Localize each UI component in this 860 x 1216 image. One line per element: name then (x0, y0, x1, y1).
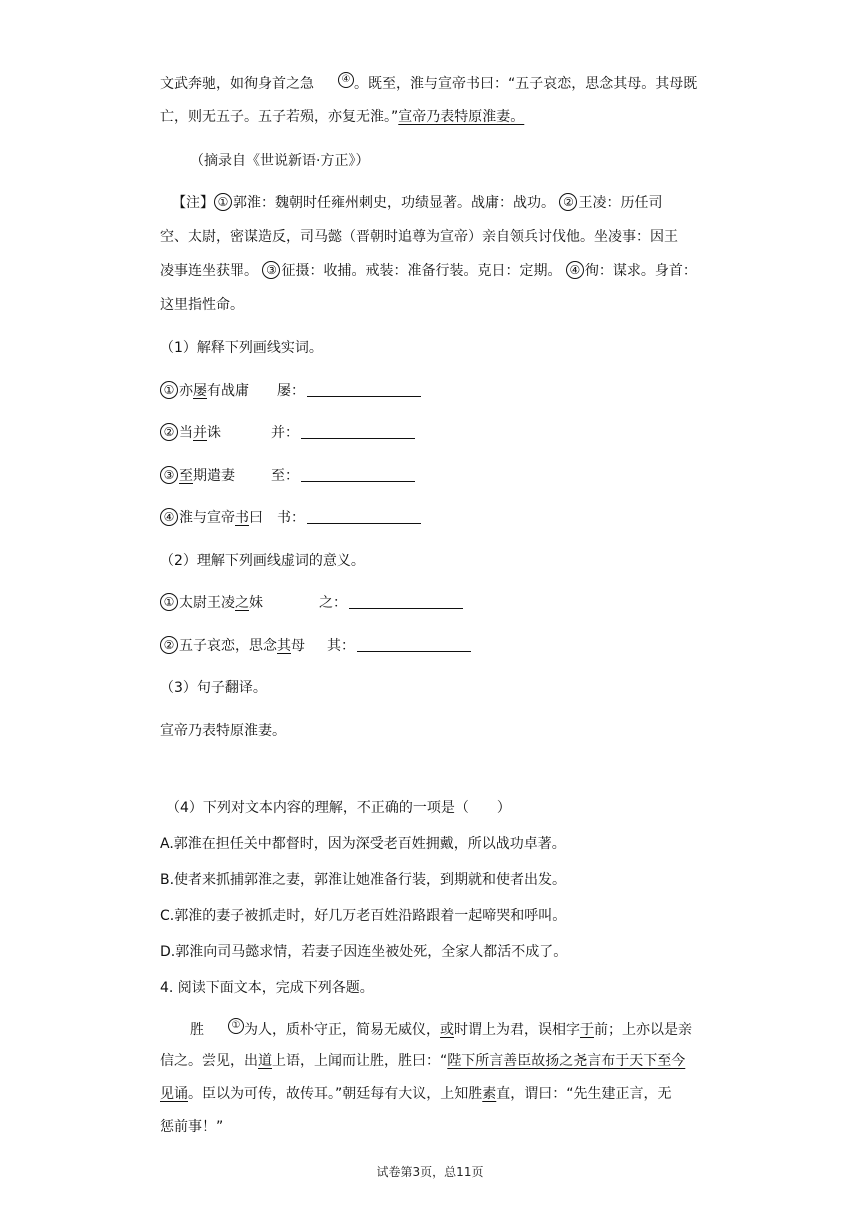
q1-title: （1）解释下列画线实词。 (160, 340, 323, 356)
page-footer: 试卷第3页，总11页 (376, 1165, 484, 1179)
section-4-title: 4. 阅读下面文本，完成下列各题。 (160, 980, 374, 996)
note-text: 郭淮：魏朝时任雍州刺史，功绩显著。战庸：战功。 (233, 195, 555, 211)
passage-line-1 (160, 72, 697, 93)
underlined-word: 其 (277, 638, 291, 654)
notes-line-2: 空、太尉，密谋造反，司马懿（晋朝时追尊为宣帝）亲自领兵讨伐他。坐凌事：因王 (160, 229, 678, 245)
section4-line-4: 惩前事！” (160, 1119, 224, 1135)
notes-line-4: 这里指性命。 (160, 297, 244, 313)
item-text: 五子哀恋，思念 (179, 638, 277, 654)
answer-key: 之： (319, 595, 347, 611)
q4-option-a[interactable]: A.郭淮在担任关中都督时，因为深受老百姓拥戴，所以战功卓著。 (160, 836, 566, 852)
answer-key: 至： (271, 468, 299, 484)
q1-item-1 (160, 380, 421, 400)
notes-label: 【注】 (172, 195, 214, 211)
q4-option-d[interactable]: D.郭淮向司马懿求情，若妻子因连坐被处死，全家人都活不成了。 (160, 944, 568, 960)
passage-text: 为人，质朴守正，简易无威仪， (244, 1022, 440, 1038)
q3-sentence: 宣帝乃表特原淮妻。 (160, 723, 286, 739)
note-text: 王凌：历任司 (578, 195, 663, 211)
item-text: 淮与宣帝 (179, 510, 235, 526)
item-text: 母 (291, 638, 305, 654)
q2-item-1 (160, 592, 463, 612)
answer-blank[interactable] (349, 594, 463, 609)
q4-option-b[interactable]: B.使者来抓捕郭淮之妻，郭淮让她准备行装，到期就和使者出发。 (160, 872, 567, 888)
note-marker: ③ (262, 261, 280, 279)
note-marker: ② (559, 193, 577, 211)
item-text: 诛 (207, 425, 221, 441)
item-marker: ④ (160, 508, 178, 526)
underlined-word: 屡 (193, 383, 207, 399)
underlined-word: 道 (258, 1053, 272, 1069)
passage-text: 胜 (190, 1022, 204, 1038)
answer-blank[interactable] (301, 424, 415, 439)
notes-line-1 (172, 192, 662, 212)
q2-title: （2）理解下列画线虚词的意义。 (160, 553, 365, 569)
item-text: 曰 (249, 510, 263, 526)
underlined-word: 之 (235, 595, 249, 611)
answer-key: 屡： (277, 383, 305, 399)
passage-text: 文武奔驰，如徇身首之急 (160, 76, 314, 92)
underlined-sentence: 宣帝乃表特原淮妻。 (398, 109, 525, 125)
note-marker: ① (214, 193, 232, 211)
underlined-sentence: 陛下所言善臣故扬之尧言布于天下至今 (447, 1053, 686, 1069)
footnote-marker: ① (228, 1018, 244, 1034)
underlined-word: 书 (235, 510, 249, 526)
passage-text: 亡，则无五子。五子若殒，亦复无淮。” (160, 109, 399, 125)
underlined-sentence: 见诵 (160, 1086, 188, 1102)
underlined-word: 于 (580, 1022, 594, 1038)
passage-text: 时谓上为君，误相字 (454, 1022, 580, 1038)
answer-blank[interactable] (301, 467, 415, 482)
item-marker: ② (160, 423, 178, 441)
passage-text: 直，谓曰：“先生建正言，无 (496, 1086, 672, 1102)
underlined-word: 素 (482, 1086, 497, 1102)
item-marker: ② (160, 636, 178, 654)
item-marker: ① (160, 593, 178, 611)
q1-item-3 (160, 465, 415, 485)
answer-key: 书： (277, 510, 305, 526)
note-text: 征摄：收捕。戒装：准备行装。克日：定期。 (281, 263, 562, 279)
item-text: 有战庸 (207, 383, 249, 399)
answer-blank[interactable] (307, 382, 421, 397)
item-text: 当 (179, 425, 193, 441)
passage-text: 。臣以为可传，故传耳。”朝廷每有大议，上知胜 (188, 1086, 483, 1102)
item-text: 亦 (179, 383, 193, 399)
notes-line-3 (160, 260, 697, 280)
source-citation: （摘录自《世说新语·方正》） (190, 153, 370, 169)
passage-line-2 (160, 106, 524, 126)
q4-title: （4）下列对文本内容的理解，不正确的一项是（ ） (166, 800, 511, 816)
item-text: 期遣妻 (193, 468, 235, 484)
answer-blank[interactable] (357, 637, 471, 652)
underlined-word: 至 (179, 468, 193, 484)
item-text: 妹 (249, 595, 263, 611)
footnote-marker: ④ (338, 72, 354, 88)
q4-option-c[interactable]: C.郭淮的妻子被抓走时，好几万老百姓沿路跟着一起啼哭和呼叫。 (160, 908, 567, 924)
item-text: 太尉王凌 (179, 595, 235, 611)
q2-item-2 (160, 635, 471, 655)
note-text: 凌事连坐获罪。 (160, 263, 258, 279)
note-marker: ④ (566, 261, 584, 279)
section4-line-2 (160, 1050, 685, 1070)
note-text: 徇：谋求。身首： (584, 263, 697, 279)
q3-title: （3）句子翻译。 (160, 680, 267, 696)
section4-line-1 (190, 1018, 692, 1039)
section4-line-3 (160, 1083, 672, 1103)
answer-key: 其： (327, 638, 355, 654)
passage-text: 前；上亦以是亲 (594, 1022, 692, 1038)
answer-blank[interactable] (307, 509, 421, 524)
answer-key: 并： (271, 425, 299, 441)
item-marker: ③ (160, 466, 178, 484)
underlined-word: 或 (440, 1022, 454, 1038)
passage-text: 。既至，淮与宣帝书曰：“五子哀恋，思念其母。其母既 (354, 76, 698, 92)
underlined-word: 并 (193, 425, 207, 441)
q1-item-4 (160, 507, 421, 527)
item-marker: ① (160, 381, 178, 399)
q1-item-2 (160, 422, 415, 442)
passage-text: 信之。尝见，出 (160, 1053, 258, 1069)
passage-text: 上语，上闻而让胜，胜曰：“ (272, 1053, 448, 1069)
